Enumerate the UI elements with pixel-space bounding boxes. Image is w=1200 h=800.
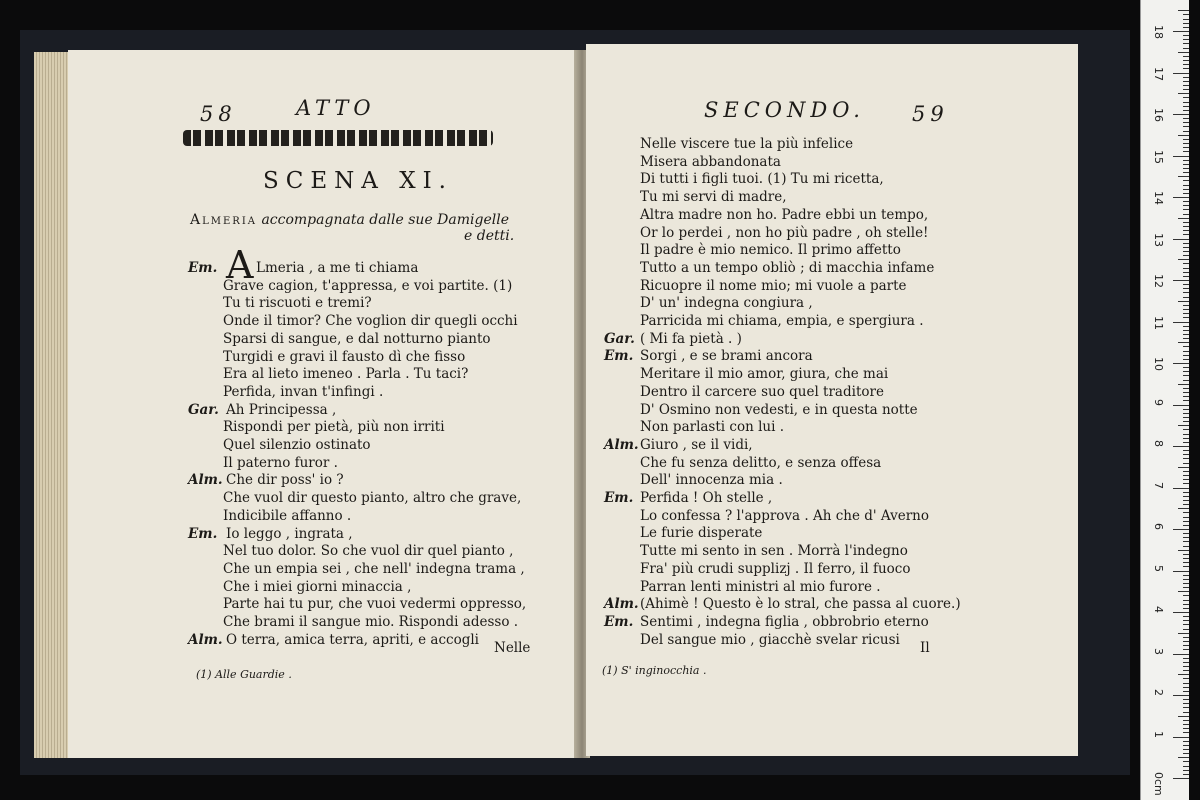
ruler-tick xyxy=(1173,280,1189,281)
verse-line: Rispondi per pietà, più non irriti xyxy=(223,419,445,436)
verse-line: Ricuopre il nome mio; mi vuole a parte xyxy=(640,277,907,294)
ruler-tick xyxy=(1183,143,1189,144)
speaker-label: Gar. xyxy=(604,330,635,347)
ruler-number: 14 xyxy=(1152,191,1165,205)
ruler-tick xyxy=(1178,135,1189,136)
ruler-tick xyxy=(1178,342,1189,343)
ruler-tick xyxy=(1183,546,1189,547)
ruler-tick xyxy=(1183,330,1189,331)
speaker-label: Em. xyxy=(188,525,218,542)
ruler-tick xyxy=(1183,313,1189,314)
left-footnote: (1) Alle Guardie . xyxy=(196,668,292,681)
ruler-tick xyxy=(1183,454,1189,455)
speaker-label: Alm. xyxy=(604,596,639,613)
ruler-tick xyxy=(1183,666,1189,667)
speaker-label: Em. xyxy=(188,260,218,276)
verse-line: Nelle viscere tue la più infelice xyxy=(640,136,854,152)
ruler-tick xyxy=(1173,737,1189,738)
stage-direction-text: accompagnata dalle sue Damigelle xyxy=(261,212,509,228)
ruler-tick xyxy=(1178,467,1189,468)
verse-line: Perfida, invan t'infingi . xyxy=(223,383,384,400)
ruler-tick xyxy=(1173,446,1189,447)
ruler-tick xyxy=(1183,338,1189,339)
ruler-tick xyxy=(1183,687,1189,688)
verse-line: Il padre è mio nemico. Il primo affetto xyxy=(640,242,901,259)
ruler-tick xyxy=(1183,110,1189,111)
ruler-tick xyxy=(1183,43,1189,44)
ruler-tick xyxy=(1183,409,1189,410)
verse-line: Lmeria , a me ti chiama xyxy=(256,260,419,276)
verse-line: Parricida mi chiama, empia, e spergiura . xyxy=(640,313,924,329)
verse-line: Del sangue mio , giacchè svelar ricusi xyxy=(640,631,900,648)
ruler-tick xyxy=(1173,114,1189,115)
ruler-tick xyxy=(1173,31,1189,32)
ruler-tick xyxy=(1183,475,1189,476)
ruler-tick xyxy=(1183,255,1189,256)
ruler-number: 0cm xyxy=(1152,772,1165,796)
verse-line: (Ahimè ! Questo è lo stral, che passa al cuore.) xyxy=(640,596,961,613)
ruler-tick xyxy=(1183,496,1189,497)
ruler-tick xyxy=(1183,292,1189,293)
ruler-tick xyxy=(1183,164,1189,165)
ruler-tick xyxy=(1173,405,1189,406)
ruler-tick xyxy=(1183,297,1189,298)
verse-line: Giuro , se il vidi, xyxy=(640,436,753,453)
ruler-tick xyxy=(1183,629,1189,630)
verse-line: Or lo perdei , non ho più padre , oh stelle! xyxy=(640,224,929,241)
verse-line: Quel silenzio ostinato xyxy=(223,437,371,453)
ruler-tick xyxy=(1183,566,1189,567)
ruler-tick xyxy=(1183,272,1189,273)
ruler-tick xyxy=(1183,147,1189,148)
ruler-tick xyxy=(1178,757,1189,758)
left-page-number: 58 xyxy=(200,102,237,126)
stage-direction-line2: e detti. xyxy=(464,228,515,244)
ruler-tick xyxy=(1183,118,1189,119)
ruler-number: 7 xyxy=(1152,481,1165,489)
verse-line: Sorgi , e se brami ancora xyxy=(640,348,813,365)
verse-line: Che dir poss' io ? xyxy=(226,472,344,489)
ruler-tick xyxy=(1183,438,1189,439)
ruler-tick xyxy=(1183,160,1189,161)
speaker-label: Gar. xyxy=(188,401,219,418)
ruler-tick xyxy=(1178,176,1189,177)
speaker-label: Alm. xyxy=(188,472,223,489)
ruler-tick xyxy=(1183,562,1189,563)
ruler-tick xyxy=(1183,417,1189,418)
ruler-number: 3 xyxy=(1152,647,1165,655)
ruler-tick xyxy=(1183,558,1189,559)
speaker-label: Alm. xyxy=(604,436,639,453)
ruler-tick xyxy=(1178,52,1189,53)
ruler-number: 12 xyxy=(1152,274,1165,288)
ruler-number: 1 xyxy=(1152,730,1165,738)
verse-line: Era al lieto imeneo . Parla . Tu taci? xyxy=(223,366,469,383)
ruler-tick xyxy=(1173,322,1189,323)
ruler-tick xyxy=(1183,234,1189,235)
ruler-tick xyxy=(1183,753,1189,754)
ruler-tick xyxy=(1178,674,1189,675)
ruler-tick xyxy=(1183,761,1189,762)
ruler-tick xyxy=(1183,68,1189,69)
ruler-tick xyxy=(1183,770,1189,771)
ruler-tick xyxy=(1183,97,1189,98)
ruler-tick xyxy=(1183,707,1189,708)
verse-line: Turgidi e gravi il fausto dì che fisso xyxy=(223,348,466,365)
ruler-tick xyxy=(1183,774,1189,775)
ruler-tick xyxy=(1183,27,1189,28)
speaker-label: Em. xyxy=(604,490,634,506)
ruler-tick xyxy=(1178,425,1189,426)
ornament-band xyxy=(183,130,493,146)
verse-line: Lo confessa ? l'approva . Ah che d' Averno xyxy=(640,507,929,524)
ruler-tick xyxy=(1183,583,1189,584)
ruler-tick xyxy=(1183,355,1189,356)
ruler-tick xyxy=(1178,591,1189,592)
ruler-tick xyxy=(1183,168,1189,169)
ruler-tick xyxy=(1183,309,1189,310)
ruler-tick xyxy=(1183,85,1189,86)
right-catchword: Il xyxy=(920,640,930,656)
ruler-tick xyxy=(1183,351,1189,352)
verse-line: Tutte mi sento in sen . Morrà l'indegno xyxy=(640,543,908,560)
ruler-tick xyxy=(1183,189,1189,190)
ruler-tick xyxy=(1183,205,1189,206)
ruler-tick xyxy=(1183,276,1189,277)
ruler-tick xyxy=(1178,301,1189,302)
verse-line: Tu mi servi di madre, xyxy=(640,189,787,206)
verse-line: Nel tuo dolor. So che vuol dir quel pianto , xyxy=(223,543,514,560)
right-footnote: (1) S' inginocchia . xyxy=(602,664,707,677)
verse-line: Che fu senza delitto, e senza offesa xyxy=(640,454,882,471)
ruler-tick xyxy=(1183,658,1189,659)
ruler-number: 13 xyxy=(1152,232,1165,247)
ruler-tick xyxy=(1183,334,1189,335)
ruler-tick xyxy=(1183,691,1189,692)
right-page-number: 59 xyxy=(912,102,949,126)
stage-direction-name: Almeria xyxy=(190,212,257,228)
verse-line: D' Osmino non vedesti, e in questa notte xyxy=(640,401,918,418)
ruler-tick xyxy=(1183,649,1189,650)
scene-title: SCENA XI. xyxy=(263,168,453,194)
verse-line: ( Mi fa pietà . ) xyxy=(640,330,742,347)
ruler-number: 17 xyxy=(1152,66,1165,81)
ruler-tick xyxy=(1183,517,1189,518)
ruler-tick xyxy=(1183,185,1189,186)
ruler-number: 15 xyxy=(1152,149,1165,164)
ruler-tick xyxy=(1183,749,1189,750)
right-running-head: SECONDO. xyxy=(704,98,865,122)
ruler-number: 18 xyxy=(1152,25,1165,39)
ruler-tick xyxy=(1183,19,1189,20)
verse-line: Che vuol dir questo pianto, altro che grave, xyxy=(223,490,522,507)
ruler-number: 9 xyxy=(1152,398,1165,406)
ruler-tick xyxy=(1183,375,1189,376)
ruler-tick xyxy=(1183,81,1189,82)
ruler-tick xyxy=(1183,766,1189,767)
verse-line: Tutto a un tempo obliò ; di macchia infame xyxy=(640,259,935,276)
ruler-tick xyxy=(1183,741,1189,742)
ruler-tick xyxy=(1183,712,1189,713)
ruler-tick xyxy=(1183,77,1189,78)
verse-line: Io leggo , ingrata , xyxy=(226,525,353,542)
ruler-tick xyxy=(1183,421,1189,422)
ruler-tick xyxy=(1178,550,1189,551)
ruler-tick xyxy=(1183,39,1189,40)
ruler-tick xyxy=(1183,359,1189,360)
verse-line: D' un' indegna congiura , xyxy=(640,295,813,312)
speaker-label: Em. xyxy=(604,348,634,365)
ruler-number: 2 xyxy=(1152,689,1165,696)
verse-line: Ah Principessa , xyxy=(226,401,337,418)
verse-line: Dentro il carcere suo quel traditore xyxy=(640,383,884,400)
ruler-tick xyxy=(1183,371,1189,372)
ruler-tick xyxy=(1173,612,1189,613)
ruler-tick xyxy=(1183,388,1189,389)
ruler-tick xyxy=(1183,637,1189,638)
ruler-tick xyxy=(1183,392,1189,393)
ruler-tick xyxy=(1183,624,1189,625)
verse-line: Fra' più crudi supplizj . Il ferro, il fuoco xyxy=(640,560,911,577)
ruler-tick xyxy=(1173,571,1189,572)
ruler-tick xyxy=(1183,268,1189,269)
verse-line: Sentimi , indegna figlia , obbrobrio eterno xyxy=(640,613,929,630)
ruler-tick xyxy=(1183,450,1189,451)
ruler-tick xyxy=(1183,230,1189,231)
ruler-tick xyxy=(1183,728,1189,729)
ruler-tick xyxy=(1183,641,1189,642)
drop-cap: A xyxy=(226,243,254,287)
ruler-tick xyxy=(1183,492,1189,493)
verse-line: Grave cagion, t'appressa, e voi partite. (1) xyxy=(223,277,513,294)
ruler-tick xyxy=(1183,732,1189,733)
ruler-tick xyxy=(1183,380,1189,381)
right-page xyxy=(586,44,1078,756)
ruler-tick xyxy=(1183,201,1189,202)
ruler-tick xyxy=(1183,579,1189,580)
ruler-tick xyxy=(1183,463,1189,464)
ruler-tick xyxy=(1183,678,1189,679)
ruler-number: 4 xyxy=(1152,606,1165,613)
ruler-tick xyxy=(1173,197,1189,198)
ruler-tick xyxy=(1183,429,1189,430)
verse-line: Parte hai tu pur, che vuoi vedermi oppresso, xyxy=(223,596,527,613)
ruler-tick xyxy=(1173,529,1189,530)
ruler-tick xyxy=(1183,48,1189,49)
ruler-tick xyxy=(1183,616,1189,617)
ruler-tick xyxy=(1183,367,1189,368)
ruler-tick xyxy=(1183,122,1189,123)
ruler-number: 8 xyxy=(1152,440,1165,447)
ruler-tick xyxy=(1183,670,1189,671)
ruler-tick xyxy=(1183,479,1189,480)
ruler-tick xyxy=(1178,508,1189,509)
verse-line: Tu ti riscuoti e tremi? xyxy=(223,295,372,312)
stage-direction xyxy=(190,212,509,228)
ruler-tick xyxy=(1183,537,1189,538)
verse-line: Di tutti i figli tuoi. (1) Tu mi ricetta, xyxy=(640,171,884,188)
ruler-tick xyxy=(1183,263,1189,264)
verse-line: Sparsi di sangue, e dal notturno pianto xyxy=(223,330,491,347)
ruler-tick xyxy=(1178,259,1189,260)
ruler-tick xyxy=(1183,243,1189,244)
verse-line: Meritare il mio amor, giura, che mai xyxy=(640,366,889,383)
ruler-tick xyxy=(1183,541,1189,542)
verse-line: Onde il timor? Che voglion dir quegli occhi xyxy=(223,313,518,330)
verse-line: Il paterno furor . xyxy=(223,454,338,471)
verse-line: Indicibile affanno . xyxy=(223,507,352,524)
ruler-tick xyxy=(1183,247,1189,248)
ruler-tick xyxy=(1183,139,1189,140)
ruler-tick xyxy=(1173,778,1189,779)
measuring-ruler xyxy=(1140,0,1189,800)
verse-line: Che brami il sangue mio. Rispondi adesso . xyxy=(223,614,519,630)
ruler-tick xyxy=(1178,218,1189,219)
ruler-tick xyxy=(1183,595,1189,596)
ruler-tick xyxy=(1183,600,1189,601)
ruler-tick xyxy=(1183,284,1189,285)
ruler-tick xyxy=(1183,413,1189,414)
ruler-tick xyxy=(1183,106,1189,107)
ruler-tick xyxy=(1183,724,1189,725)
ruler-tick xyxy=(1183,251,1189,252)
ruler-tick xyxy=(1183,620,1189,621)
ruler-tick xyxy=(1183,56,1189,57)
ruler-tick xyxy=(1183,180,1189,181)
ruler-tick xyxy=(1178,716,1189,717)
verse-line: Che i miei giorni minaccia , xyxy=(223,578,412,595)
verse-line: Perfida ! Oh stelle , xyxy=(640,490,773,506)
ruler-number: 6 xyxy=(1152,523,1165,530)
ruler-tick xyxy=(1183,346,1189,347)
ruler-tick xyxy=(1183,14,1189,15)
ruler-tick xyxy=(1183,305,1189,306)
ruler-tick xyxy=(1183,400,1189,401)
ruler-tick xyxy=(1183,703,1189,704)
ruler-tick xyxy=(1183,587,1189,588)
verse-line: Parran lenti ministri al mio furore . xyxy=(640,578,881,595)
ruler-tick xyxy=(1183,525,1189,526)
ruler-tick xyxy=(1178,10,1189,11)
ruler-tick xyxy=(1183,64,1189,65)
ruler-tick xyxy=(1183,131,1189,132)
ruler-tick xyxy=(1178,633,1189,634)
ruler-tick xyxy=(1183,458,1189,459)
ruler-tick xyxy=(1183,89,1189,90)
speaker-label: Alm. xyxy=(188,631,223,648)
ruler-tick xyxy=(1173,695,1189,696)
ruler-tick xyxy=(1183,317,1189,318)
ruler-tick xyxy=(1183,102,1189,103)
ruler-tick xyxy=(1183,575,1189,576)
ruler-tick xyxy=(1173,239,1189,240)
ruler-tick xyxy=(1178,93,1189,94)
ruler-number: 5 xyxy=(1152,564,1165,572)
ruler-tick xyxy=(1183,209,1189,210)
ruler-tick xyxy=(1183,504,1189,505)
ruler-tick xyxy=(1183,23,1189,24)
ruler-tick xyxy=(1183,442,1189,443)
ruler-tick xyxy=(1183,662,1189,663)
ruler-tick xyxy=(1183,126,1189,127)
ruler-tick xyxy=(1183,521,1189,522)
ruler-tick xyxy=(1183,214,1189,215)
ruler-tick xyxy=(1183,512,1189,513)
verse-line: Misera abbandonata xyxy=(640,153,781,170)
verse-line: Le furie disperate xyxy=(640,525,763,542)
ruler-tick xyxy=(1183,434,1189,435)
ruler-tick xyxy=(1183,645,1189,646)
ruler-tick xyxy=(1183,396,1189,397)
ruler-tick xyxy=(1183,193,1189,194)
left-catchword: Nelle xyxy=(494,640,531,656)
ruler-tick xyxy=(1183,222,1189,223)
ruler-tick xyxy=(1173,73,1189,74)
ruler-tick xyxy=(1183,608,1189,609)
speaker-label: Em. xyxy=(604,613,634,630)
ruler-tick xyxy=(1183,60,1189,61)
ruler-tick xyxy=(1183,172,1189,173)
ruler-number: 11 xyxy=(1152,315,1165,330)
verse-line: Che un empia sei , che nell' indegna trama , xyxy=(223,560,525,577)
ruler-tick xyxy=(1178,384,1189,385)
ruler-tick xyxy=(1183,604,1189,605)
ruler-tick xyxy=(1183,35,1189,36)
ruler-tick xyxy=(1183,699,1189,700)
ruler-number: 10 xyxy=(1152,357,1165,371)
left-page xyxy=(68,50,578,758)
ruler-tick xyxy=(1183,326,1189,327)
ruler-tick xyxy=(1173,363,1189,364)
ruler-tick xyxy=(1183,533,1189,534)
ruler-tick xyxy=(1183,720,1189,721)
ruler-tick xyxy=(1183,683,1189,684)
ruler-tick xyxy=(1183,745,1189,746)
ruler-tick xyxy=(1183,151,1189,152)
verse-line: Dell' innocenza mia . xyxy=(640,472,783,489)
ruler-number: 16 xyxy=(1152,108,1165,122)
verse-line: Altra madre non ho. Padre ebbi un tempo, xyxy=(640,206,929,223)
ruler-tick xyxy=(1183,554,1189,555)
ruler-tick xyxy=(1183,483,1189,484)
ruler-tick xyxy=(1183,226,1189,227)
verse-line: O terra, amica terra, apriti, e accogli xyxy=(226,631,479,648)
ruler-tick xyxy=(1183,288,1189,289)
ruler-tick xyxy=(1173,156,1189,157)
ruler-tick xyxy=(1183,500,1189,501)
verse-line: Non parlasti con lui . xyxy=(640,419,784,436)
ruler-tick xyxy=(1173,488,1189,489)
ruler-tick xyxy=(1173,654,1189,655)
ruler-tick xyxy=(1183,471,1189,472)
left-running-head: ATTO xyxy=(296,96,376,120)
